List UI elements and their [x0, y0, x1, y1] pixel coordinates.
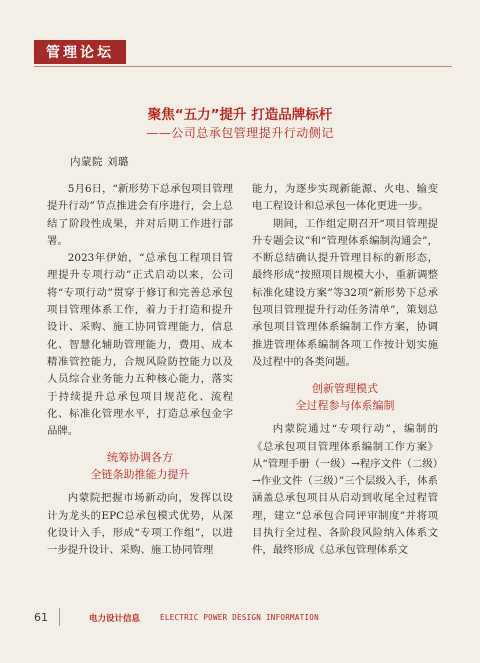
right-column [252, 181, 438, 560]
journal-name-en: ELECTRIC POWER DESIGN INFORMATION [160, 613, 319, 622]
section-heading [252, 380, 438, 414]
article-subtitle: ——公司总承包管理提升行动侧记 [146, 126, 334, 140]
footer-divider [59, 608, 60, 626]
paragraph: 能力，为逐步实现新能源、火电、输变电工程设计和总承包一体化更进一步。 [252, 183, 438, 213]
section-heading-line: 全过程参与体系编制 [295, 399, 395, 413]
article-authors: 内蒙院 刘璐 [70, 156, 129, 168]
section-tab [34, 40, 126, 64]
section-heading [47, 449, 233, 483]
left-column [47, 181, 233, 560]
section-divider [34, 66, 452, 67]
paragraph: 内蒙院把握市场新动向，发挥以设计为龙头的EPC总承包模式优势，从深化设计入手，形成“专项工作组”，以进一步提升设计、采购、施工协同管理 [47, 492, 233, 557]
journal-name-cn: 电力设计信息 [89, 614, 141, 624]
section-label: 管理论坛 [46, 45, 114, 61]
section-heading-line: 全链条助推能力提升 [90, 468, 190, 482]
page-number: 61 [34, 611, 48, 624]
article-title: 聚焦“五力”提升 打造品牌标杆 [147, 107, 333, 123]
paragraph: 期间，工作组定期召开“项目管理提升专题会议”和“管理体系编制沟通会”，不断总结确认提升管理目标的新形态，最终形成“按照项目规模大小，重新调整标准化建设方案”等32项“新形势下总承包项目管理提升行动任务清单”，策划总承包项目管理体系编制工作方案，协调推进管理体系编制各项工作按计划实施及过程中的各类问题。 [252, 217, 438, 368]
paragraph: 内蒙院通过“专项行动”，编制的《总承包项目管理体系编制工作方案》从“管理手册（一级）→程序文件（二级）→作业文件（三级）”三个层级入手，体系涵盖总承包项目从启动到收尾全过程管理，建立“总承包合同评审制度”并将项目执行全过程、各阶段风险纳入体系文件，最终形成《总承包管理体系文 [252, 423, 438, 557]
paragraph: 5月6日，“新形势下总承包项目管理提升行动”节点推进会有序进行，会上总结了阶段性成果，并对后期工作进行部署。 [47, 183, 233, 247]
section-heading-line: 创新管理模式 [312, 382, 378, 396]
paragraph: 2023年伊始，“总承包工程项目管理提升专项行动”正式启动以来，公司将“专项行动”贯穿于修订和完善总承包项目管理体系工作，着力于打造和提升设计、采购、施工协同管理能力，信息化、智慧化辅助管理能力，费用、成本精准管控能力，合规风险防控能力以及人员综合业务能力五种核心能力，落实于持续提升总承包项目规范化、流程化、标准化管理水平，打造总承包金字品牌。 [47, 252, 233, 438]
section-heading-line: 统筹协调各方 [107, 451, 173, 465]
